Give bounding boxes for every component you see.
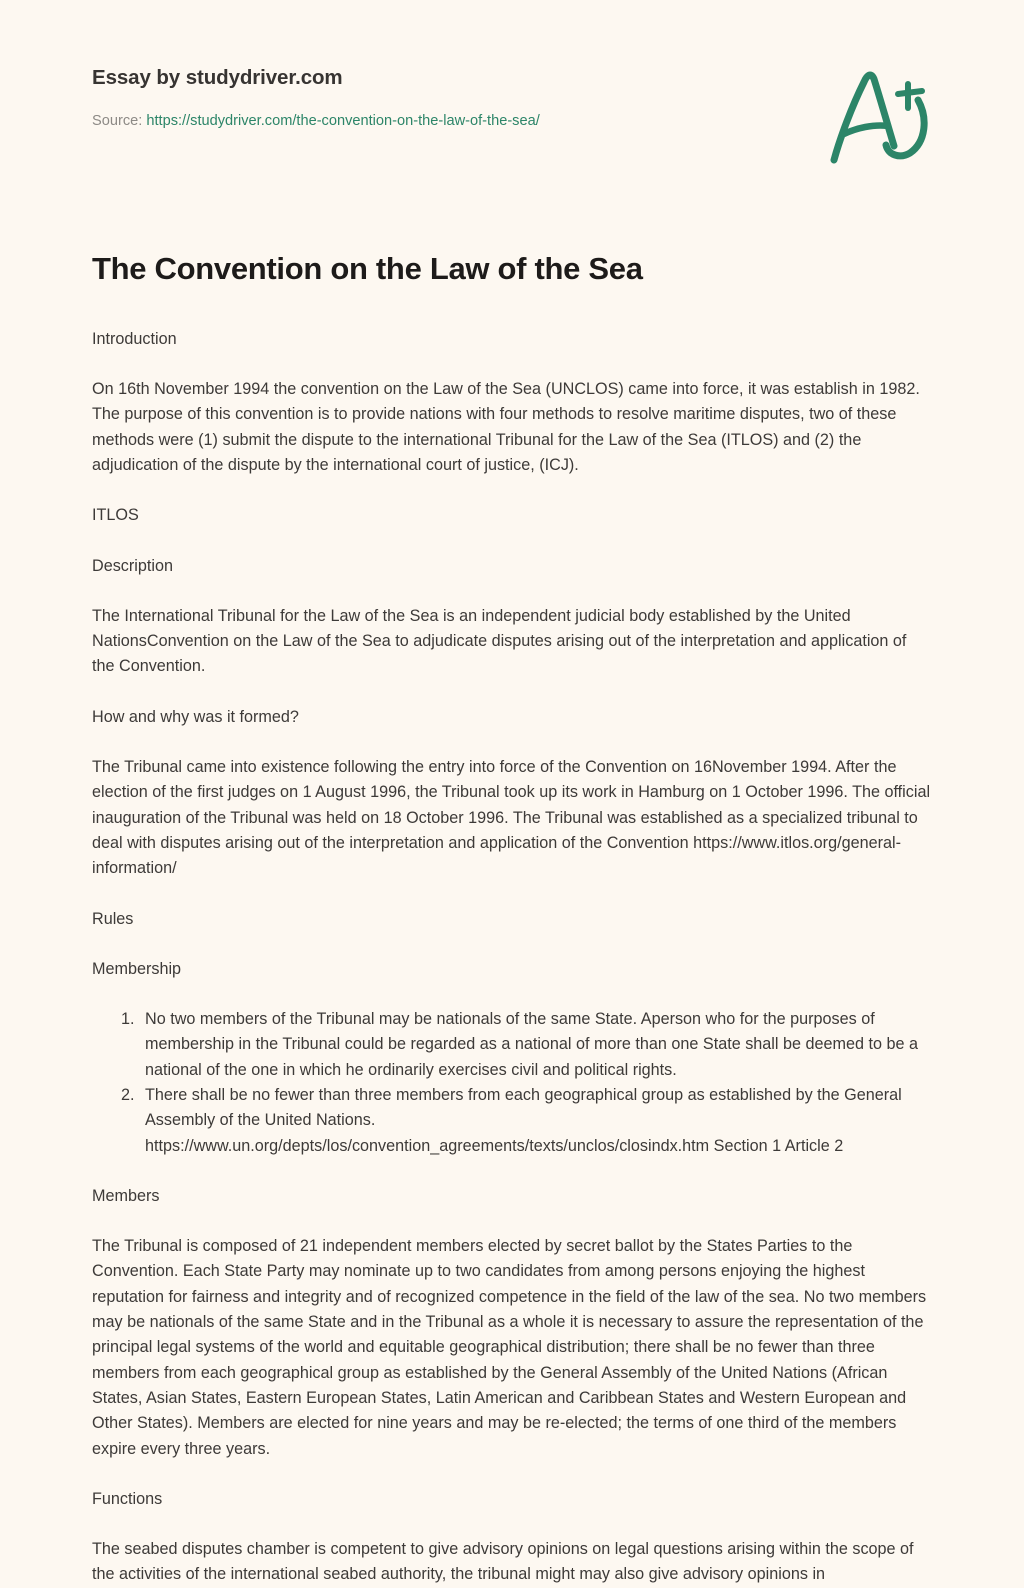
- heading-functions: Functions: [92, 1489, 163, 1508]
- list-item-text: No two members of the Tribunal may be nationals of the same State. Aperson who for the purposes of membership in the Tribunal could be regarded as a national of more than one State shall be deemed to be a national of the one in which he ordinarily exercises civil and political rights.: [145, 1010, 918, 1079]
- list-item-text: There shall be no fewer than three members from each geographical group as established by the General Assembly of the United Nations.: [145, 1085, 902, 1130]
- source-url-link[interactable]: https://studydriver.com/the-convention-on-the-law-of-the-sea/: [146, 112, 540, 129]
- spacer: [92, 1159, 932, 1184]
- heading-description: Description: [92, 556, 173, 575]
- spacer: [92, 1462, 932, 1487]
- paragraph-functions: The seabed disputes chamber is competent to give advisory opinions on legal questions arising within the scope of the activities of the international seabed authority, the tribunal might may also give advisory opinions in: [92, 1540, 914, 1584]
- spacer: [92, 289, 932, 327]
- list-item-reference-url: https://www.un.org/depts/los/convention_agreements/texts/unclos/closindx.htm Section 1 Article 2: [145, 1136, 844, 1155]
- document-body: [0, 250, 1024, 1588]
- spacer: [92, 882, 932, 907]
- brand-title: Essay by studydriver.com: [92, 66, 343, 89]
- heading-members: Members: [92, 1186, 160, 1205]
- spacer: [92, 352, 932, 377]
- list-item: [139, 1083, 932, 1159]
- spacer: [92, 529, 932, 554]
- spacer: [92, 680, 932, 705]
- heading-introduction: Introduction: [92, 329, 177, 348]
- heading-membership: Membership: [92, 959, 182, 978]
- page-header: [0, 0, 1024, 200]
- membership-rules-list: [92, 1007, 932, 1159]
- paragraph-how-and-why-formed: The Tribunal came into existence following the entry into force of the Convention on 16November 1994. After the election of the first judges on 1 August 1996, the Tribunal took up its work in Hamburg on 1 October 1996. The official inauguration of the Tribunal was held on 18 October 1996. The Tribunal was established as a specialized tribunal to deal with disputes arising out of the interpretation and application of the Convention https://www.itlos.org/general-information/: [92, 758, 931, 878]
- spacer: [92, 730, 932, 755]
- heading-itlos: ITLOS: [92, 506, 139, 525]
- heading-how-and-why-formed: How and why was it formed?: [92, 707, 299, 726]
- paragraph-introduction: On 16th November 1994 the convention on the Law of the Sea (UNCLOS) came into force, it was establish in 1982. The purpose of this convention is to provide nations with four methods to resolve maritime disputes, two of these methods were (1) submit the dispute to the international Tribunal for the Law of the Sea (ITLOS) and (2) the adjudication of the dispute by the international court of justice, (ICJ).: [92, 380, 920, 474]
- page-title: The Convention on the Law of the Sea: [92, 251, 643, 286]
- paragraph-members: The Tribunal is composed of 21 independent members elected by secret ballot by the States Parties to the Convention. Each State Party may nominate up to two candidates from among persons enjoying the highest reputation for fairness and integrity and of recognized competence in the field of the law of the sea. No two members may be nationals of the same State and in the Tribunal as a whole it is necessary to assure the representation of the principal legal systems of the world and equitable geographical distribution; there shall be no fewer than three members from each geographical group as established by the General Assembly of the United Nations (African States, Asian States, Eastern European States, Latin American and Caribbean States and Western European and Other States). Members are elected for nine years and may be re-elected; the terms of one third of the members expire every three years.: [92, 1237, 927, 1458]
- spacer: [92, 478, 932, 503]
- heading-rules: Rules: [92, 909, 134, 928]
- spacer: [92, 1512, 932, 1537]
- paragraph-description: The International Tribunal for the Law of the Sea is an independent judicial body established by the United NationsConvention on the Law of the Sea to adjudicate disputes arising out of the interpretation and application of the Convention.: [92, 606, 907, 676]
- list-item: [139, 1007, 932, 1083]
- source-label: Source:: [92, 112, 143, 129]
- source-line: [92, 112, 932, 131]
- spacer: [92, 579, 932, 604]
- spacer: [92, 932, 932, 957]
- spacer: [92, 982, 932, 1007]
- studydriver-a-plus-logo-icon: [822, 60, 942, 170]
- spacer: [92, 1209, 932, 1234]
